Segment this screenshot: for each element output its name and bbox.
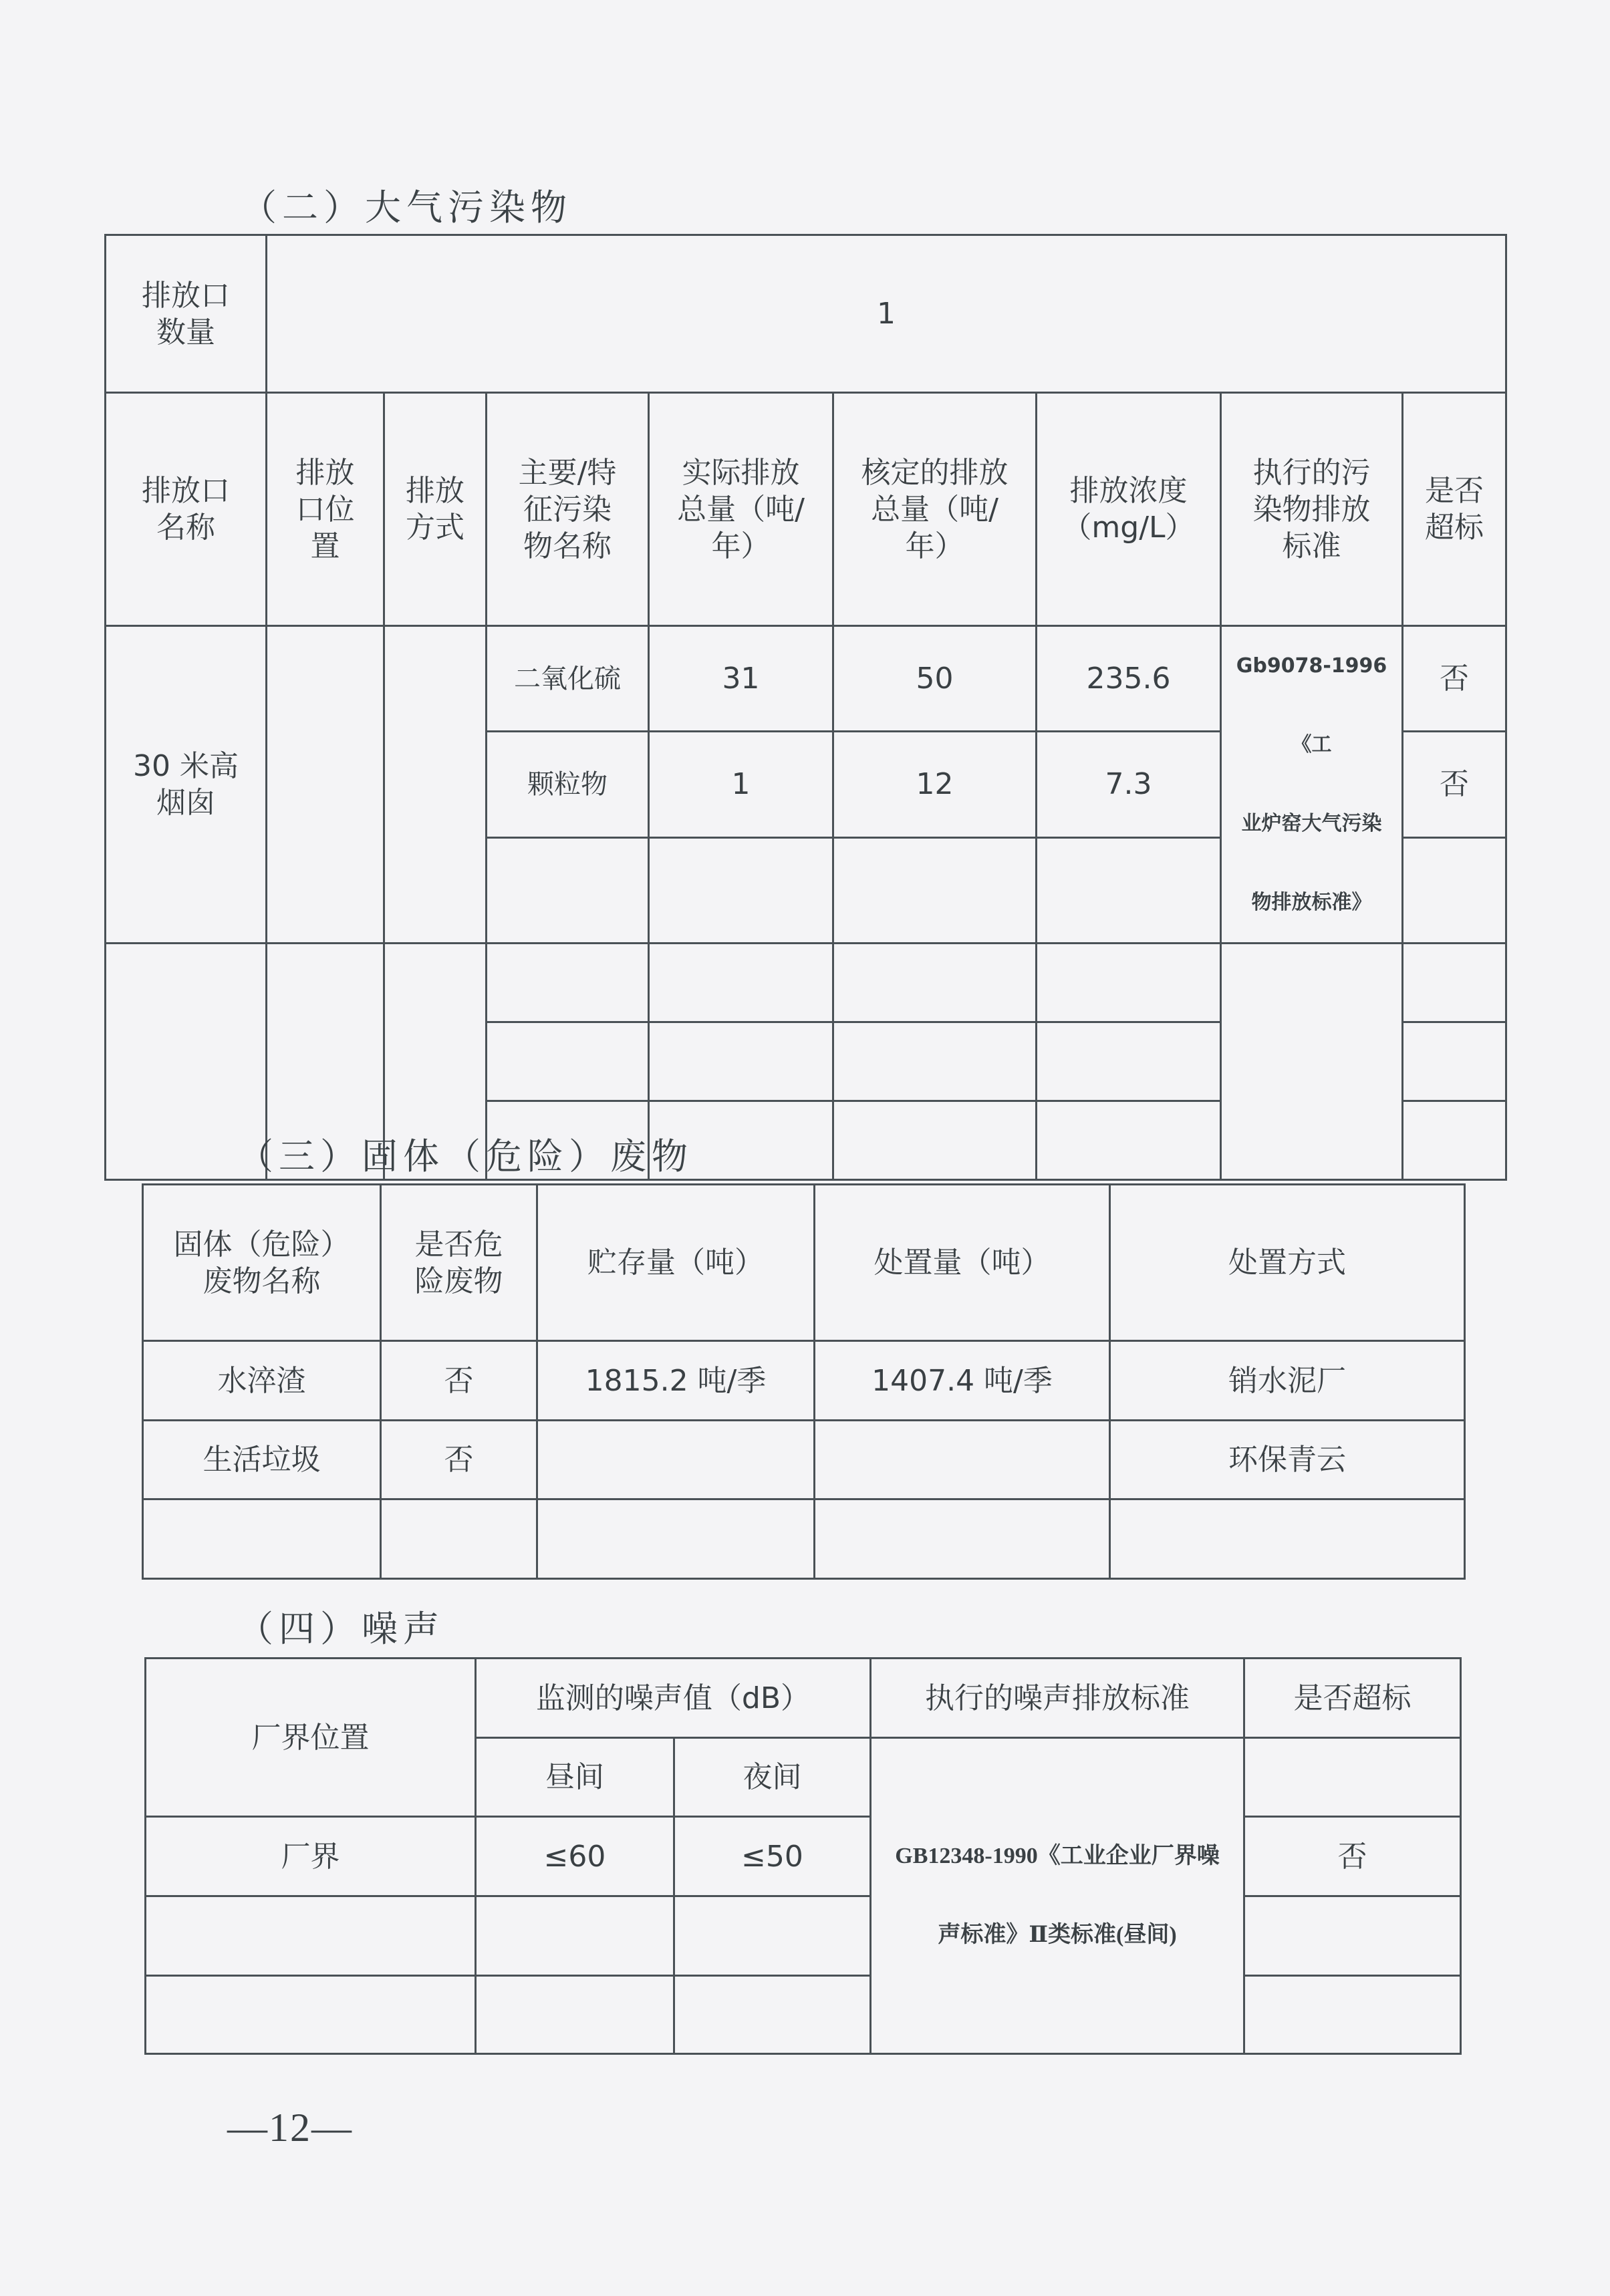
exceeded-flag: 否 [1244,1817,1461,1896]
label-line: 数量 [156,315,215,349]
concentration [1037,944,1221,1022]
label-line: Gb9078-1996《工 [1236,654,1387,756]
disposal-amount [815,1499,1110,1579]
label-line: 排放浓度 [1069,474,1188,508]
approved-total [833,1101,1037,1180]
hazardous-flag [381,1499,537,1579]
exceeded-flag [1244,1738,1461,1817]
outlet-name [106,626,267,944]
air-pollutant-table [104,234,1507,1181]
nighttime-value [674,1896,871,1976]
header-exceeded: 是否超标 [1244,1659,1461,1738]
label-line: 是否 [1425,474,1484,508]
concentration [1037,1022,1221,1101]
section-heading-noise: （四）噪声 [237,1608,444,1650]
concentration: 7.3 [1037,732,1221,837]
approved-total [833,837,1037,943]
exceeded-flag [1403,1101,1506,1180]
label-line: 置 [310,529,340,563]
label-line: 烟囱 [156,786,215,820]
header-nighttime: 夜间 [674,1738,871,1817]
header-disposal: 处置量（吨） [815,1185,1110,1341]
exceeded-flag: 否 [1403,626,1506,732]
label-line: 总量（吨/ [677,492,805,527]
actual-total [649,944,833,1022]
label-line: 实际排放 [682,455,800,490]
exceeded-flag [1403,944,1506,1022]
header-concentration [1037,393,1221,626]
label-line: 排放 [406,474,464,508]
noise-standard [871,1738,1244,2054]
label-line: 物名称 [523,529,612,563]
outlet-method [384,626,487,944]
page-number: —12— [227,2106,353,2150]
header-row [106,393,1506,626]
label-line: GB12348-1990《工业企业厂界噪 [895,1844,1220,1868]
concentration [1037,1101,1221,1180]
table-row [106,944,1506,1022]
table-row [143,1499,1465,1579]
nighttime-value [674,1976,871,2054]
actual-total: 1 [649,732,833,837]
outlet-count-value: 1 [267,235,1506,393]
header-approved-total [833,393,1037,626]
label-line: 口位 [295,492,355,527]
boundary-location [146,1976,476,2054]
header-row [143,1185,1465,1341]
hazardous-flag: 否 [381,1421,537,1499]
table-row [146,1896,1461,1976]
disposal-method: 销水泥厂 [1110,1341,1465,1421]
label-line: 染物排放 [1252,492,1371,527]
label-line: 核定的排放 [861,455,1009,490]
pollutant-name [487,944,649,1022]
outlet-count-label [106,235,267,393]
header-noise-standard: 执行的噪声排放标准 [871,1659,1244,1738]
header-actual-total [649,393,833,626]
label-line: 排放 [295,455,355,490]
header-storage: 贮存量（吨） [537,1185,815,1341]
approved-total: 12 [833,732,1037,837]
table-row [146,1817,1461,1896]
boundary-location [146,1896,476,1976]
actual-total [649,837,833,943]
table-row [106,626,1506,732]
pollutant-name: 二氧化硫 [487,626,649,732]
label-line: 排放口 [142,278,230,313]
label-line: （mg/L） [1062,511,1195,545]
table-row [143,1341,1465,1421]
label-line: 执行的污 [1252,455,1371,490]
label-line: 总量（吨/ [871,492,998,527]
exceeded-flag [1403,1022,1506,1101]
header-pollutant-name [487,393,649,626]
hazardous-flag: 否 [381,1341,537,1421]
header-waste-name [143,1185,381,1341]
header-outlet-location [267,393,384,626]
storage-amount [537,1421,815,1499]
pollutant-name [487,837,649,943]
waste-name [143,1499,381,1579]
header-outlet-name [106,393,267,626]
label-line: 业炉窑大气污染 [1241,812,1382,835]
label-line: 声标准》Ⅱ类标准(昼间) [938,1922,1177,1947]
disposal-method [1110,1499,1465,1579]
pollutant-name: 颗粒物 [487,732,649,837]
label-line: 固体（危险） [173,1227,350,1262]
header-discharge-method [384,393,487,626]
section-heading-air: （二）大气污染物 [241,186,572,229]
label-line: 物排放标准》 [1251,891,1372,914]
outlet-location [267,626,384,944]
waste-name: 生活垃圾 [143,1421,381,1499]
header-disposal-method: 处置方式 [1110,1185,1465,1341]
header-daytime: 昼间 [476,1738,674,1817]
label-line: 超标 [1425,511,1484,545]
header-standard [1221,393,1403,626]
disposal-amount [815,1421,1110,1499]
table-row [146,1976,1461,2054]
nighttime-value: ≤50 [674,1817,871,1896]
label-line: 排放口 [142,474,230,508]
header-boundary-location: 厂界位置 [146,1659,476,1817]
label-line: 名称 [156,511,215,545]
storage-amount: 1815.2 吨/季 [537,1341,815,1421]
label-line: 标准 [1282,529,1341,563]
concentration: 235.6 [1037,626,1221,732]
emission-standard [1221,944,1403,1180]
disposal-amount: 1407.4 吨/季 [815,1341,1110,1421]
storage-amount [537,1499,815,1579]
disposal-method: 环保青云 [1110,1421,1465,1499]
exceeded-flag: 否 [1403,732,1506,837]
daytime-value: ≤60 [476,1817,674,1896]
emission-standard [1221,626,1403,944]
exceeded-flag [1244,1896,1461,1976]
actual-total [649,1022,833,1101]
header-hazardous [381,1185,537,1341]
section-heading-solid-waste: （三）固体（危险）废物 [237,1135,693,1177]
solid-waste-table [142,1183,1466,1580]
label-line: 征污染 [523,492,612,527]
header-measured-noise: 监测的噪声值（dB） [476,1659,871,1738]
label-line: 是否危 [414,1227,503,1262]
waste-name: 水淬渣 [143,1341,381,1421]
table-row [143,1421,1465,1499]
label-line: 险废物 [414,1264,503,1298]
actual-total: 31 [649,626,833,732]
approved-total [833,1022,1037,1101]
header-exceeded [1403,393,1506,626]
noise-table [144,1657,1462,2055]
daytime-value [476,1896,674,1976]
concentration [1037,837,1221,943]
pollutant-name [487,1022,649,1101]
label-line: 主要/特 [518,455,617,490]
label-line: 方式 [406,511,464,545]
exceeded-flag [1244,1976,1461,2054]
exceeded-flag [1403,837,1506,943]
boundary-location: 厂界 [146,1817,476,1896]
header-row [146,1659,1461,1738]
daytime-value [476,1976,674,2054]
approved-total [833,944,1037,1022]
label-line: 年） [711,529,771,563]
approved-total: 50 [833,626,1037,732]
label-line: 年） [905,529,964,563]
label-line: 废物名称 [203,1264,321,1298]
label-line: 30 米高 [133,749,239,783]
